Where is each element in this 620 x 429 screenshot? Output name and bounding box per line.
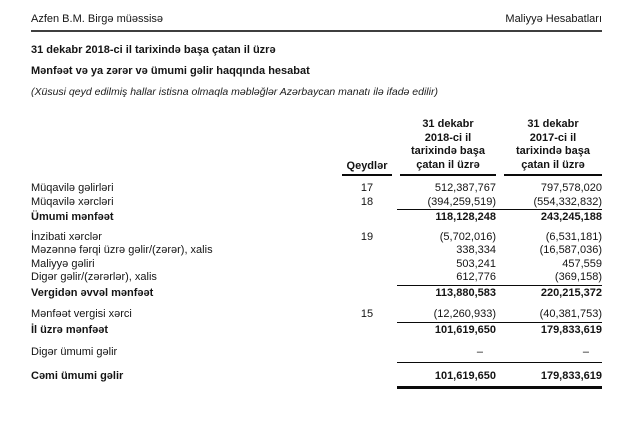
table-row bbox=[31, 271, 602, 285]
row-amount-2018: 113,880,583 bbox=[435, 286, 496, 299]
notes-column-header: Qeydlər bbox=[342, 160, 392, 176]
row-amount-2017: 220,215,372 bbox=[540, 286, 602, 299]
table-row bbox=[31, 196, 602, 210]
row-amount-2018: 512,387,767 bbox=[434, 182, 496, 194]
row-label: Mənfəət vergisi xərci bbox=[31, 308, 132, 320]
row-amount-2018: (394,259,519) bbox=[427, 195, 496, 208]
table-column-headers bbox=[31, 118, 602, 176]
row-amount-2017: (6,531,181) bbox=[545, 230, 602, 243]
table-row bbox=[31, 258, 602, 272]
table-row bbox=[31, 231, 602, 245]
table-row bbox=[31, 244, 602, 258]
row-amount-2018: – bbox=[476, 346, 483, 358]
row-amount-2017: (369,158) bbox=[554, 271, 602, 283]
row-amount-2018: 101,619,650 bbox=[434, 323, 496, 336]
row-label: İnzibati xərclər bbox=[31, 230, 102, 243]
row-amount-2017: 179,833,619 bbox=[540, 369, 602, 382]
row-note: 15 bbox=[360, 308, 374, 320]
row-note: 18 bbox=[360, 195, 374, 208]
row-amount-2017: (16,587,036) bbox=[539, 244, 602, 256]
row-amount-2018: 101,619,650 bbox=[434, 369, 496, 382]
row-amount-2017: (40,381,753) bbox=[539, 308, 602, 320]
row-label: Məzənnə fərqi üzrə gəlir/(zərər), xalis bbox=[31, 244, 213, 256]
row-note: 19 bbox=[360, 230, 374, 243]
table-row bbox=[31, 308, 602, 322]
amounts-rule bbox=[31, 362, 602, 364]
row-amount-2018: 118,128,248 bbox=[435, 211, 496, 223]
column-header-2018: 31 dekabr 2018-ci il tarixində başa çatan il üzrə bbox=[400, 118, 496, 176]
row-amount-2018: 338,334 bbox=[456, 244, 496, 256]
total-rule bbox=[31, 383, 602, 389]
document-header bbox=[31, 13, 602, 32]
row-amount-2018: (5,702,016) bbox=[439, 230, 496, 243]
row-label: Digər ümumi gəlir bbox=[31, 346, 118, 358]
row-label: İl üzrə mənfəət bbox=[31, 323, 109, 336]
table-row bbox=[31, 182, 602, 196]
table-row-subtotal bbox=[31, 211, 602, 225]
income-statement-table bbox=[31, 118, 602, 389]
currency-note: (Xüsusi qeyd edilmiş hallar istisna olmaqla məbləğlər Azərbaycan manatı ilə ifadə edilir) bbox=[31, 86, 438, 98]
row-amount-2017: (554,332,832) bbox=[533, 195, 602, 208]
statement-period-title: 31 dekabr 2018-ci il tarixində başa çatan il üzrə bbox=[31, 44, 276, 56]
row-amount-2017: 179,833,619 bbox=[540, 323, 602, 336]
column-header-2017: 31 dekabr 2017-ci il tarixində başa çatan il üzrə bbox=[504, 118, 602, 176]
row-label: Digər gəlir/(zərərlər), xalis bbox=[31, 271, 157, 283]
row-label: Vergidən əvvəl mənfəət bbox=[31, 286, 154, 299]
row-label: Cəmi ümumi gəlir bbox=[31, 369, 124, 382]
row-amount-2017: 797,578,020 bbox=[540, 182, 602, 194]
table-row-total bbox=[31, 370, 602, 384]
row-label: Maliyyə gəliri bbox=[31, 257, 95, 270]
report-section-label: Maliyyə Hesabatları bbox=[505, 13, 602, 25]
table-row-subtotal bbox=[31, 287, 602, 301]
statement-name-title: Mənfəət və ya zərər və ümumi gəlir haqqında hesabat bbox=[31, 65, 310, 77]
row-amount-2018: 503,241 bbox=[456, 257, 496, 270]
table-row bbox=[31, 346, 602, 360]
row-amount-2018: 612,776 bbox=[456, 271, 496, 283]
row-label: Ümumi mənfəət bbox=[31, 211, 114, 223]
table-row-subtotal bbox=[31, 324, 602, 338]
row-note: 17 bbox=[360, 182, 374, 194]
company-name: Azfen B.M. Birgə müəssisə bbox=[31, 13, 164, 25]
row-amount-2018: (12,260,933) bbox=[433, 308, 496, 320]
row-label: Müqavilə gəlirləri bbox=[31, 182, 114, 194]
row-amount-2017: 243,245,188 bbox=[540, 211, 602, 223]
row-amount-2017: – bbox=[582, 346, 589, 358]
row-amount-2017: 457,559 bbox=[562, 257, 602, 270]
row-label: Müqavilə xərcləri bbox=[31, 195, 114, 208]
